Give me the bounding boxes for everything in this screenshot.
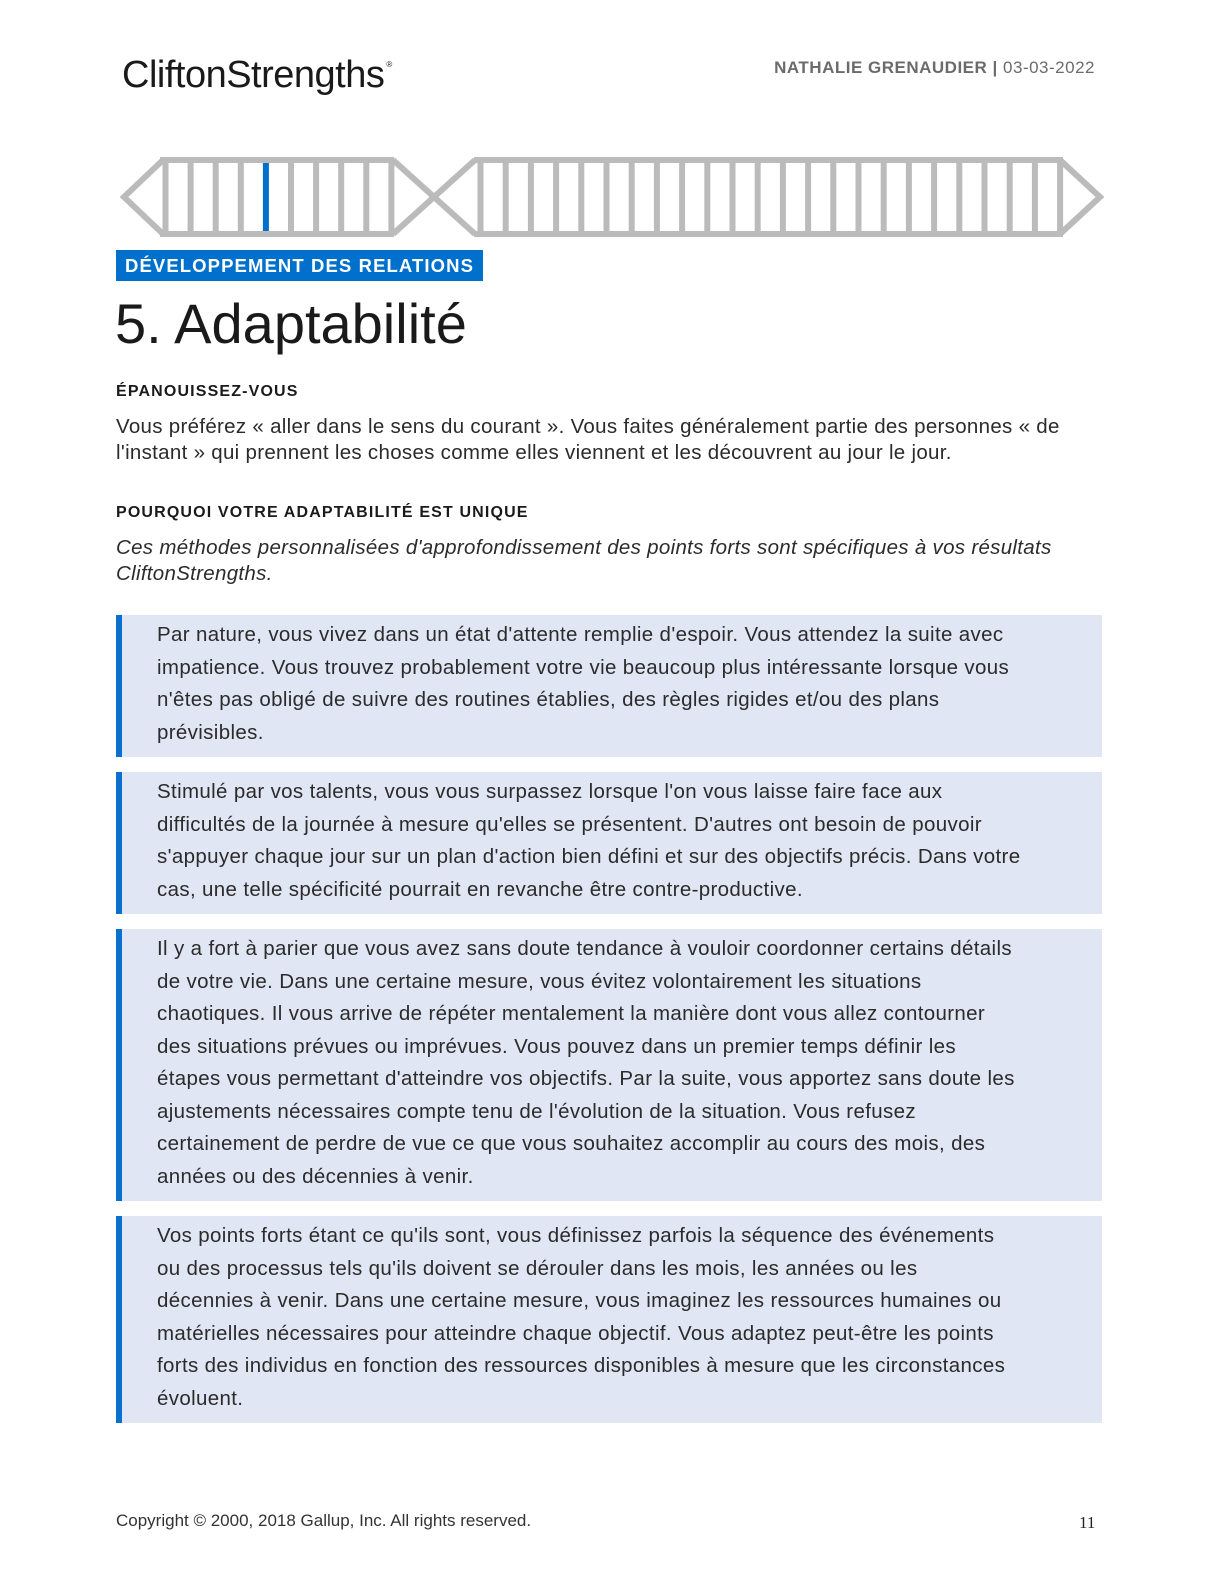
insight-box <box>116 772 1102 914</box>
insight-line: matérielles nécessaires pour atteindre chaque objectif. Vous adaptez peut-être les points <box>157 1321 994 1345</box>
insight-box <box>116 929 1102 1201</box>
person-name: NATHALIE GRENAUDIER <box>774 58 988 77</box>
insight-line: ajustements nécessaires compte tenu de l'évolution de la situation. Vous refusez <box>157 1099 916 1123</box>
insights-list <box>116 615 1102 1438</box>
insight-line: Stimulé par vos talents, vous vous surpassez lorsque l'on vous laisse faire face aux <box>157 780 943 803</box>
insight-line: prévisibles. <box>157 720 264 744</box>
insight-line: Vos points forts étant ce qu'ils sont, vous définissez parfois la séquence des événements <box>157 1224 995 1247</box>
insight-box <box>116 615 1102 757</box>
insight-line: Par nature, vous vivez dans un état d'attente remplie d'espoir. Vous attendez la suite avec <box>157 623 1004 646</box>
insight-line: n'êtes pas obligé de suivre des routines établies, des règles rigides et/ou des plans <box>157 688 940 711</box>
paragraph-line: CliftonStrengths. <box>116 562 273 585</box>
domain-badge: DÉVELOPPEMENT DES RELATIONS <box>116 250 483 281</box>
insight-line: Il y a fort à parier que vous avez sans doute tendance à vouloir coordonner certains détails <box>157 937 1012 960</box>
paragraph-line: Ces méthodes personnalisées d'approfondissement des points forts sont spécifiques à vos résultats <box>116 536 1052 559</box>
report-date: 03-03-2022 <box>1003 58 1095 77</box>
thrive-paragraph <box>116 414 1060 466</box>
theme-rank-graphic <box>0 0 1224 260</box>
insight-box <box>116 1216 1102 1423</box>
registered-mark: ® <box>386 60 393 69</box>
unique-heading: POURQUOI VOTRE ADAPTABILITÉ EST UNIQUE <box>116 504 529 521</box>
insight-line: forts des individus en fonction des ressources disponibles à mesure que les circonstances <box>157 1354 1006 1377</box>
top-themes-left-tip <box>124 160 163 234</box>
insight-line: certainement de perdre de vue ce que vous souhaitez accomplir au cours des mois, des <box>157 1132 986 1155</box>
insight-line: des situations prévues ou imprévues. Vous pouvez dans un premier temps définir les <box>157 1034 957 1058</box>
insight-line: ou des processus tels qu'ils doivent se dérouler dans les mois, les années ou les <box>157 1256 918 1280</box>
insight-line: étapes vous permettant d'atteindre vos objectifs. Par la suite, vous apportez sans doute les <box>157 1067 1015 1090</box>
page-title: 5. Adaptabilité <box>115 292 467 355</box>
paragraph-line: l'instant » qui prennent les choses comme elles viennent et les découvrent au jour le jour. <box>116 441 952 464</box>
insight-line: cas, une telle spécificité pourrait en revanche être contre-productive. <box>157 877 803 901</box>
insight-line: évoluent. <box>157 1386 244 1410</box>
insight-line: s'appuyer chaque jour sur un plan d'action bien défini et sur des objectifs précis. Dans votre <box>157 845 1021 868</box>
thrive-heading: ÉPANOUISSEZ-VOUS <box>116 383 299 400</box>
insight-line: de votre vie. Dans une certaine mesure, vous évitez volontairement les situations <box>157 969 922 993</box>
page-number: 11 <box>1079 1513 1096 1532</box>
insight-line: décennies à venir. Dans une certaine mesure, vous imaginez les ressources humaines ou <box>157 1289 1002 1312</box>
insight-line: chaotiques. Il vous arrive de répéter mentalement la manière dont vous allez contourner <box>157 1002 986 1025</box>
insight-line: années ou des décennies à venir. <box>157 1164 474 1188</box>
copyright-notice: Copyright © 2000, 2018 Gallup, Inc. All rights reserved. <box>116 1511 532 1530</box>
header-separator: | <box>992 58 998 77</box>
insight-line: impatience. Vous trouvez probablement votre vie beaucoup plus intéressante lorsque vous <box>157 655 1010 679</box>
logo-text: CliftonStrengths <box>122 54 385 96</box>
paragraph-line: Vous préférez « aller dans le sens du courant ». Vous faites généralement partie des personnes « de <box>116 415 1060 438</box>
other-themes-right-tip <box>1060 160 1100 234</box>
unique-intro <box>116 535 1052 587</box>
insight-line: difficultés de la journée à mesure qu'elles se présentent. D'autres ont besoin de pouvoir <box>157 812 982 836</box>
